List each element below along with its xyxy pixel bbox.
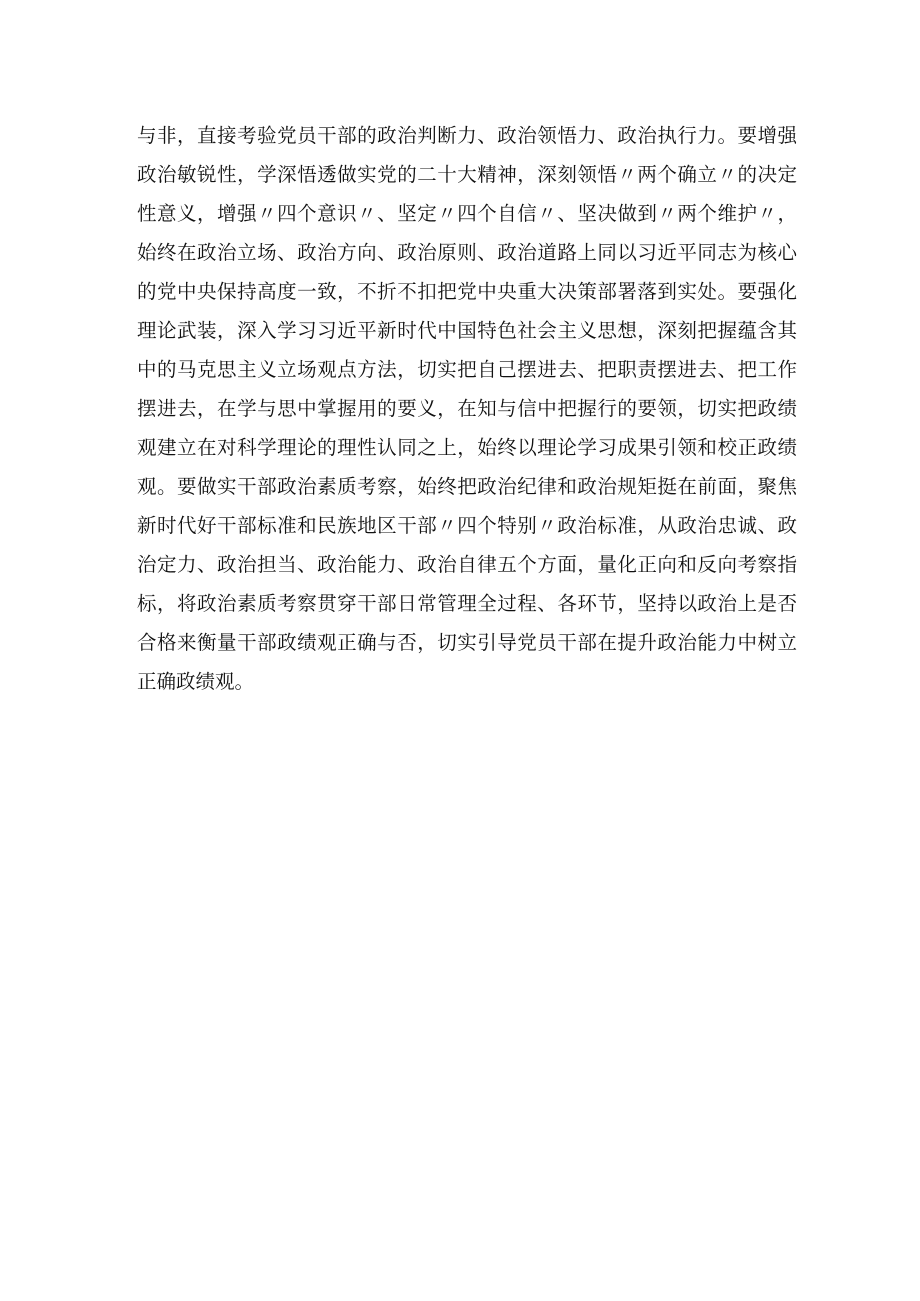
text-line: 观。要做实干部政治素质考察，始终把政治纪律和政治规矩挺在前面，聚焦 [137, 475, 797, 498]
text-line: 治定力、政治担当、政治能力、政治自律五个方面，量化正向和反向考察指 [137, 553, 797, 576]
text-line: 性意义，增强〃四个意识〃、坚定〃四个自信〃、坚决做到〃两个维护〃， [137, 202, 797, 225]
text-line: 的党中央保持高度一致，不折不扣把党中央重大决策部署落到实处。要强化 [137, 280, 797, 303]
text-line: 标，将政治素质考察贯穿干部日常管理全过程、各环节，坚持以政治上是否 [137, 592, 797, 615]
text-line: 始终在政治立场、政治方向、政治原则、政治道路上同以习近平同志为核心 [137, 241, 797, 264]
body-paragraph [137, 116, 797, 701]
text-line: 正确政绩观。 [137, 670, 255, 693]
text-line: 政治敏锐性，学深悟透做实党的二十大精神，深刻领悟〃两个确立〃的决定 [137, 163, 797, 186]
text-line: 中的马克思主义立场观点方法，切实把自己摆进去、把职责摆进去、把工作 [137, 358, 797, 381]
text-line: 观建立在对科学理论的理性认同之上，始终以理论学习成果引领和校正政绩 [137, 436, 797, 459]
text-line: 合格来衡量干部政绩观正确与否，切实引导党员干部在提升政治能力中树立 [137, 631, 797, 654]
text-line: 理论武装，深入学习习近平新时代中国特色社会主义思想，深刻把握蕴含其 [137, 319, 797, 342]
text-line: 与非，直接考验党员干部的政治判断力、政治领悟力、政治执行力。要增强 [137, 124, 797, 147]
text-line: 新时代好干部标准和民族地区干部〃四个特别〃政治标准，从政治忠诚、政 [137, 514, 797, 537]
text-line: 摆进去，在学与思中掌握用的要义，在知与信中把握行的要领，切实把政绩 [137, 397, 797, 420]
